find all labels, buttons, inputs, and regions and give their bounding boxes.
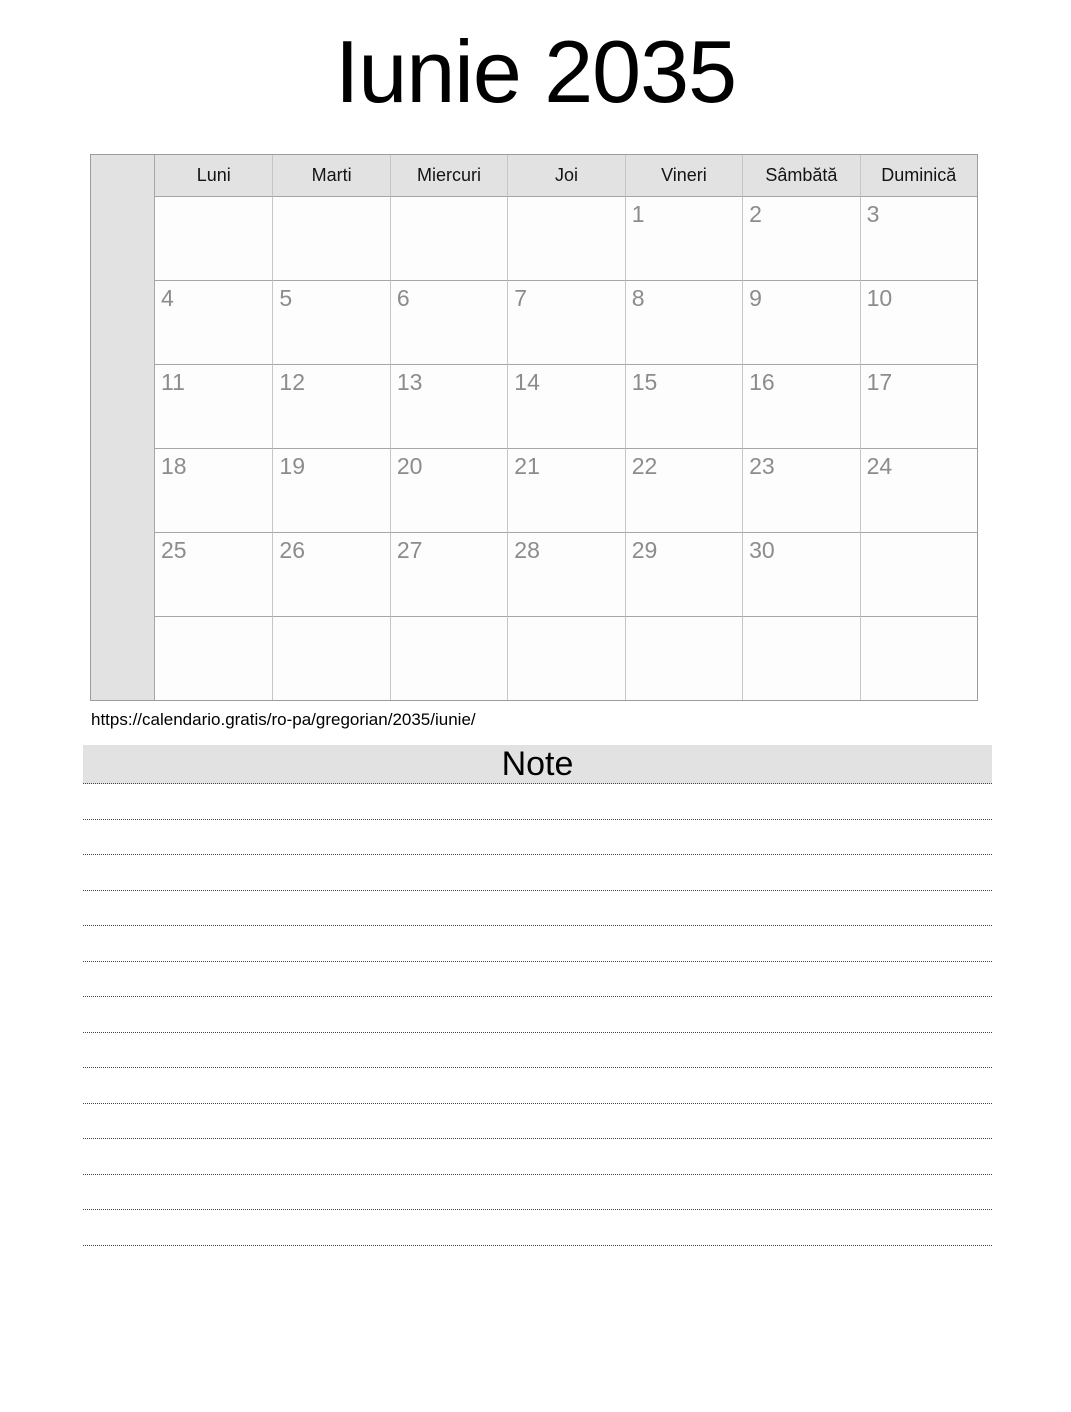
date-number: 8 <box>631 285 645 312</box>
calendar-cell <box>272 448 389 532</box>
calendar-cell <box>860 616 977 700</box>
calendar-cell <box>625 448 742 532</box>
date-number: 14 <box>514 369 540 396</box>
calendar-cell <box>155 364 272 448</box>
day-header-luni: Luni <box>155 155 272 196</box>
calendar-cell <box>390 364 507 448</box>
calendar-cell <box>860 448 977 532</box>
calendar-cell <box>742 280 859 364</box>
calendar-cell <box>625 280 742 364</box>
calendar-cell <box>742 448 859 532</box>
note-line <box>83 1033 992 1069</box>
date-number: 2 <box>749 201 762 228</box>
day-header-miercuri: Miercuri <box>390 155 507 196</box>
date-number: 5 <box>279 285 293 312</box>
notes-header <box>83 745 992 784</box>
date-number: 16 <box>749 369 775 396</box>
date-number: 3 <box>866 201 880 228</box>
calendar-cell <box>860 532 977 616</box>
calendar-cell <box>272 532 389 616</box>
calendar-cell <box>155 196 272 280</box>
note-line <box>83 926 992 962</box>
date-number: 10 <box>866 285 893 312</box>
calendar-cell <box>860 364 977 448</box>
calendar-cell <box>155 616 272 700</box>
note-line <box>83 891 992 927</box>
calendar-cell <box>390 532 507 616</box>
calendar-cell <box>742 196 859 280</box>
page-title: Iunie 2035 <box>334 22 737 121</box>
calendar-cell <box>507 448 624 532</box>
calendar-cell <box>390 196 507 280</box>
calendar-cell <box>155 532 272 616</box>
date-number: 29 <box>631 537 658 564</box>
date-number: 11 <box>161 369 185 396</box>
calendar-cell <box>507 616 624 700</box>
date-number: 22 <box>631 453 658 480</box>
note-line <box>83 1104 992 1140</box>
calendar-cell <box>155 448 272 532</box>
date-number: 25 <box>161 537 187 564</box>
date-number: 20 <box>396 453 423 480</box>
note-line <box>83 1139 992 1175</box>
date-number: 18 <box>161 453 187 480</box>
date-number: 19 <box>279 453 306 480</box>
date-number: 24 <box>866 453 893 480</box>
date-number: 12 <box>279 369 306 396</box>
note-line <box>83 1175 992 1211</box>
calendar-cell <box>390 280 507 364</box>
calendar-cell <box>155 280 272 364</box>
calendar-cell <box>390 616 507 700</box>
date-number: 23 <box>749 453 775 480</box>
note-line <box>83 1210 992 1246</box>
calendar-cell <box>625 364 742 448</box>
date-number: 27 <box>396 537 423 564</box>
note-line <box>83 962 992 998</box>
source-url-text: https://calendario.gratis/ro-pa/gregorian/2035/iunie/ <box>91 710 476 730</box>
date-number: 1 <box>631 201 645 228</box>
calendar-cell <box>507 280 624 364</box>
calendar-cell <box>742 364 859 448</box>
calendar-cell <box>860 280 977 364</box>
week-number-gutter <box>91 155 155 700</box>
date-number: 7 <box>514 285 528 312</box>
calendar-cell <box>625 616 742 700</box>
date-number: 15 <box>631 369 658 396</box>
calendar-cell <box>272 364 389 448</box>
note-line <box>83 784 992 820</box>
calendar-table <box>90 154 978 701</box>
date-number: 21 <box>514 453 540 480</box>
calendar-cell <box>742 616 859 700</box>
day-header-sambata: Sâmbătă <box>742 155 859 196</box>
note-line <box>83 1068 992 1104</box>
date-number: 17 <box>866 369 893 396</box>
day-header-marti: Marti <box>272 155 389 196</box>
calendar-cell <box>272 196 389 280</box>
day-header-vineri: Vineri <box>625 155 742 196</box>
day-header-duminica: Duminică <box>860 155 977 196</box>
calendar-cell <box>625 532 742 616</box>
day-header-joi: Joi <box>507 155 624 196</box>
calendar-cell <box>507 532 624 616</box>
date-number: 4 <box>161 285 174 312</box>
date-number: 28 <box>514 537 540 564</box>
calendar-cell <box>860 196 977 280</box>
calendar-cell <box>507 364 624 448</box>
date-number: 9 <box>749 285 762 312</box>
calendar-cell <box>390 448 507 532</box>
date-number: 13 <box>396 369 423 396</box>
date-number: 26 <box>279 537 306 564</box>
note-line <box>83 855 992 891</box>
note-line <box>83 820 992 856</box>
note-line <box>83 997 992 1033</box>
calendar-cell <box>742 532 859 616</box>
date-number: 30 <box>749 537 775 564</box>
calendar-cell <box>272 616 389 700</box>
note-lines <box>83 784 992 1246</box>
date-number: 6 <box>396 285 410 312</box>
calendar-cell <box>507 196 624 280</box>
calendar-cell <box>625 196 742 280</box>
calendar-cell <box>272 280 389 364</box>
notes-title: Note <box>501 744 574 783</box>
